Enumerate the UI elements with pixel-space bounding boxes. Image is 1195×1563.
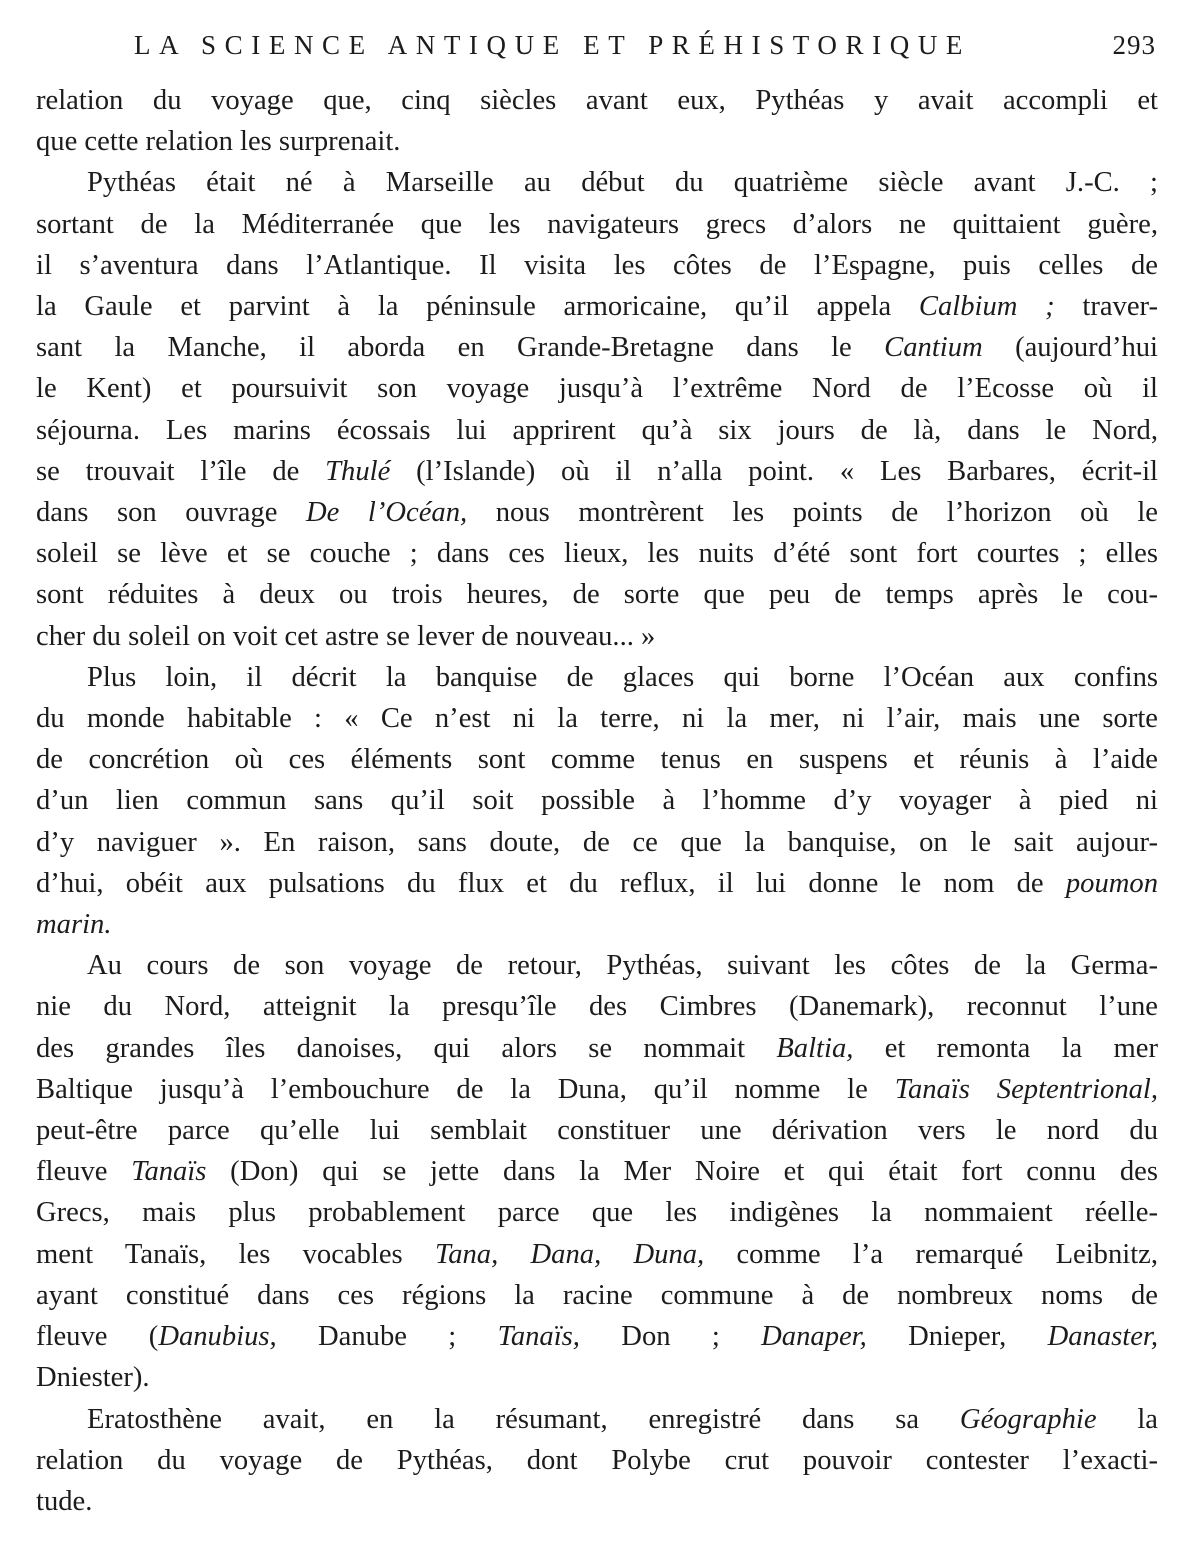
text-line: fleuve Tanaïs (Don) qui se jette dans la Mer Noire et qui était fort connu des — [36, 1156, 1158, 1188]
italic-term: poumon — [1065, 867, 1158, 899]
italic-term: Tanaïs, — [497, 1321, 580, 1353]
paragraph — [36, 945, 1158, 1398]
text-line: il s’aventura dans l’Atlantique. Il visita les côtes de l’Espagne, puis celles de — [36, 249, 1158, 281]
text-line: tude. — [36, 1485, 93, 1517]
text-line: la Gaule et parvint à la péninsule armoricaine, qu’il appela Calbium ; traver- — [36, 291, 1159, 323]
italic-term: Danaster, — [1047, 1321, 1158, 1353]
text-line: sant la Manche, il aborda en Grande-Bretagne dans le Cantium (aujourd’hui — [36, 332, 1159, 364]
italic-term: Géographie — [959, 1403, 1097, 1435]
text-line: Eratosthène avait, en la résumant, enregistré dans sa Géographie la — [87, 1403, 1158, 1435]
text-line: Baltique jusqu’à l’embouchure de la Duna, qu’il nomme le Tanaïs Septentrional, — [36, 1073, 1159, 1105]
text-line: cher du soleil on voit cet astre se lever de nouveau... » — [36, 620, 656, 652]
text-line: relation du voyage de Pythéas, dont Polybe crut pouvoir contester l’exacti- — [36, 1444, 1158, 1476]
paragraph — [36, 657, 1158, 945]
italic-term: Cantium — [884, 332, 983, 364]
book-page — [36, 28, 1158, 1538]
text-line: nie du Nord, atteignit la presqu’île des Cimbres (Danemark), reconnut l’une — [36, 991, 1158, 1023]
italic-term: Baltia, — [776, 1032, 854, 1064]
text-line: que cette relation les surprenait. — [36, 126, 401, 158]
text-line: Pythéas était né à Marseille au début du quatrième siècle avant J.-C. ; — [87, 167, 1158, 199]
running-title: LA SCIENCE ANTIQUE ET PRÉHISTORIQUE — [134, 30, 972, 60]
body-text — [36, 80, 1158, 1522]
text-line: ment Tanaïs, les vocables Tana, Dana, Duna, comme l’a remarqué Leibnitz, — [36, 1238, 1158, 1270]
text-line: Au cours de son voyage de retour, Pythéas, suivant les côtes de la Germa- — [87, 950, 1158, 982]
paragraph — [36, 162, 1158, 656]
text-line: du monde habitable : « Ce n’est ni la terre, ni la mer, ni l’air, mais une sorte — [36, 703, 1158, 735]
text-line: sont réduites à deux ou trois heures, de sorte que peu de temps après le cou- — [36, 579, 1158, 611]
italic-term: Thulé — [325, 455, 391, 487]
text-line: fleuve (Danubius, Danube ; Tanaïs, Don ; Danaper, Dnieper, Danaster, — [36, 1321, 1158, 1353]
text-line: dans son ouvrage De l’Océan, nous montrèrent les points de l’horizon où le — [36, 497, 1158, 529]
text-line: Grecs, mais plus probablement parce que les indigènes la nommaient réelle- — [36, 1197, 1158, 1229]
text-line: d’hui, obéit aux pulsations du flux et du reflux, il lui donne le nom de poumon — [36, 867, 1158, 899]
text-line: séjourna. Les marins écossais lui apprirent qu’à six jours de là, dans le Nord, — [36, 414, 1158, 446]
text-line: soleil se lève et se couche ; dans ces lieux, les nuits d’été sont fort courtes ; elles — [36, 538, 1158, 570]
paragraph — [36, 80, 1158, 162]
text-line: peut-être parce qu’elle lui semblait constituer une dérivation vers le nord du — [36, 1115, 1158, 1147]
text-line: le Kent) et poursuivit son voyage jusqu’à l’extrême Nord de l’Ecosse où il — [36, 373, 1158, 405]
text-line: relation du voyage que, cinq siècles avant eux, Pythéas y avait accompli et — [36, 85, 1158, 116]
italic-term: Tana, Dana, Duna, — [434, 1238, 705, 1270]
text-line: de concrétion où ces éléments sont comme tenus en suspens et réunis à l’aide — [36, 744, 1158, 776]
italic-term: Danaper, — [761, 1321, 867, 1353]
text-line: se trouvait l’île de Thulé (l’Islande) où il n’alla point. « Les Barbares, écrit-il — [36, 455, 1158, 487]
text-line: d’un lien commun sans qu’il soit possible à l’homme d’y voyager à pied ni — [36, 785, 1158, 817]
text-line: sortant de la Méditerranée que les navigateurs grecs d’alors ne quittaient guère, — [36, 208, 1158, 240]
paragraph — [36, 1399, 1158, 1523]
text-line: Dniester). — [36, 1362, 150, 1394]
italic-term: Tanaïs — [131, 1156, 207, 1188]
italic-term: marin. — [36, 909, 112, 941]
running-header — [36, 28, 1158, 80]
text-line: ayant constitué dans ces régions la racine commune à de nombreux noms de — [36, 1279, 1158, 1311]
italic-term: Calbium ; — [918, 291, 1055, 323]
italic-term: Danubius, — [158, 1321, 277, 1353]
text-line — [36, 904, 1158, 945]
page-number: 293 — [1112, 30, 1156, 60]
text-line: d’y naviguer ». En raison, sans doute, de ce que la banquise, on le sait aujour- — [36, 826, 1158, 858]
text-line: Plus loin, il décrit la banquise de glaces qui borne l’Océan aux confins — [87, 661, 1158, 693]
text-line: des grandes îles danoises, qui alors se nommait Baltia, et remonta la mer — [36, 1032, 1158, 1064]
italic-term: Tanaïs Septentrional, — [894, 1073, 1159, 1105]
italic-term: De l’Océan, — [305, 497, 468, 529]
